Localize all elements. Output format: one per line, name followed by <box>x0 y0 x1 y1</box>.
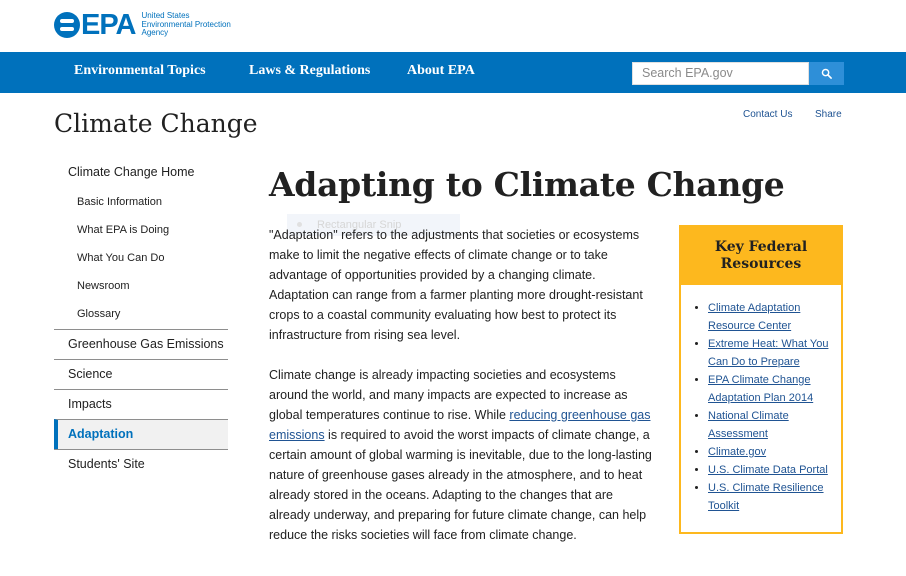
sidebar-item-students-site[interactable]: Students' Site <box>54 449 228 479</box>
resource-link-climate-data-portal[interactable]: U.S. Climate Data Portal <box>708 464 828 476</box>
nav-laws-regulations[interactable]: Laws & Regulations <box>249 63 371 78</box>
nav-environmental-topics[interactable]: Environmental Topics <box>74 63 206 78</box>
agency-line-2: Environmental Protection <box>141 19 231 29</box>
search-button[interactable] <box>809 62 844 85</box>
impacts-text-end: is required to avoid the worst impacts of climate change, a certain amount of global warming is inevitable, due to the long-lasting nature of greenhouse gases already in the atmosphere, and to heat already stored in the oceans. Adapting to the changes that are already underway, and preparing for future climate change, can help reduce the risks societies will face from climate change. <box>269 428 652 542</box>
sidebar-item-what-you-can-do[interactable]: What You Can Do <box>77 252 165 264</box>
sidebar-item-impacts[interactable]: Impacts <box>54 389 228 419</box>
sidebar-item-greenhouse-gas-emissions[interactable]: Greenhouse Gas Emissions <box>54 329 228 359</box>
resource-link-national-climate-assessment[interactable]: National Climate Assessment <box>708 410 789 440</box>
resource-link-resilience-toolkit[interactable]: U.S. Climate Resilience Toolkit <box>708 482 824 512</box>
resource-link-adaptation-resource-center[interactable]: Climate Adaptation Resource Center <box>708 302 801 332</box>
sidebar-item-glossary[interactable]: Glossary <box>77 308 121 320</box>
search-icon <box>821 68 832 79</box>
impacts-text-start: Climate change is already impacting societies and ecosystems around the world, and many impacts are expected to increase as global temperatures continue to rise. While <box>269 368 628 422</box>
agency-line-3: Agency <box>141 28 169 38</box>
list-item <box>708 443 831 461</box>
sidebar-item-what-epa-is-doing[interactable]: What EPA is Doing <box>77 224 170 236</box>
resource-link-climate-gov[interactable]: Climate.gov <box>708 446 767 458</box>
resource-link-extreme-heat[interactable]: Extreme Heat: What You Can Do to Prepare <box>708 338 829 368</box>
snip-tooltip: Rectangular Snip <box>287 214 460 236</box>
agency-name <box>141 12 251 38</box>
list-item <box>708 335 831 371</box>
resources-list <box>691 299 831 515</box>
list-item <box>708 299 831 335</box>
agency-line-1: United States <box>141 11 190 21</box>
main-nav <box>0 52 906 93</box>
reducing-emissions-link[interactable]: reducing greenhouse gas emissions <box>269 408 651 442</box>
adaptation-paragraph: "Adaptation" refers to the adjustments that societies or ecosystems make to limit the negative effects of climate change or to take advantage of opportunities provided by a changing climate. Adaptation can range from a farmer planting more drought-resistant crops to a coastal community evaluating how best to protect its infrastructure from rising sea level. <box>269 228 643 342</box>
epa-logo-text: EPA <box>81 9 136 41</box>
search-input[interactable]: Search EPA.gov <box>632 62 809 85</box>
site-header <box>0 0 906 52</box>
list-item <box>708 479 831 515</box>
sidebar-item-newsroom[interactable]: Newsroom <box>77 280 130 292</box>
sidebar-item-climate-change-home[interactable]: Climate Change Home <box>68 165 195 179</box>
share-link[interactable]: Share <box>815 109 842 120</box>
nav-about-epa[interactable]: About EPA <box>407 63 475 78</box>
page-title: Climate Change <box>54 109 258 138</box>
resource-link-adaptation-plan[interactable]: EPA Climate Change Adaptation Plan 2014 <box>708 374 814 404</box>
epa-flower-icon <box>54 12 80 38</box>
key-federal-resources-box <box>679 225 843 534</box>
sidebar-item-basic-information[interactable]: Basic Information <box>77 196 162 208</box>
sidebar-item-science[interactable]: Science <box>54 359 228 389</box>
sidebar-item-adaptation[interactable]: Adaptation <box>54 419 228 449</box>
list-item <box>708 371 831 407</box>
impacts-paragraph <box>269 365 657 545</box>
list-item <box>708 461 831 479</box>
main-heading: Adapting to Climate Change <box>269 165 785 204</box>
list-item <box>708 407 831 443</box>
epa-logo[interactable] <box>54 9 251 41</box>
contact-us-link[interactable]: Contact Us <box>743 109 793 120</box>
key-federal-resources-title: Key Federal Resources <box>681 227 841 285</box>
